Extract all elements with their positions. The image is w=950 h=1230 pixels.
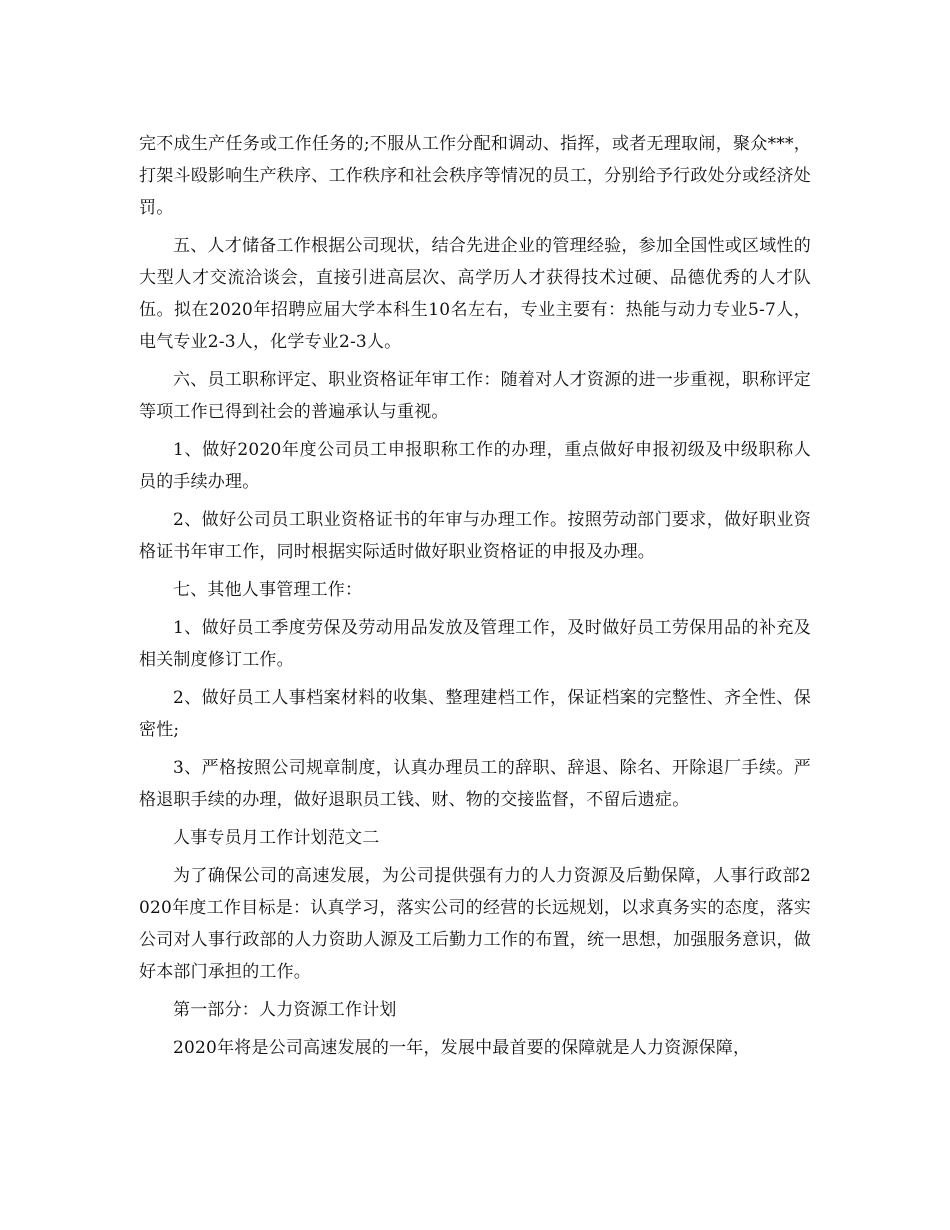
- paragraph-item-labor-protection: 1、做好员工季度劳保及劳动用品发放及管理工作，及时做好员工劳保用品的补充及相关制度修订工作。: [139, 618, 811, 670]
- paragraph-continuation: 完不成生产任务或工作任务的;不服从工作分配和调动、指挥，或者无理取闹，聚众***，打架斗殴影响生产秩序、工作秩序和社会秩序等情况的员工，分别给予行政处分或经济处罚。: [139, 134, 811, 218]
- document-page: [139, 128, 811, 1070]
- section-heading-part-one: 第一部分：人力资源工作计划: [173, 1000, 397, 1020]
- paragraph-item-resignation: 3、严格按照公司规章制度，认真办理员工的辞职、辞退、除名、开除退厂手续。严格退职手续的办理，做好退职员工钱、财、物的交接监督，不留后遗症。: [139, 758, 811, 810]
- section-heading-other-hr: 七、其他人事管理工作：: [173, 580, 363, 600]
- paragraph-development-intro: 2020年将是公司高速发展的一年，发展中最首要的保障就是人力资源保障，: [173, 1038, 751, 1058]
- paragraph-annual-goal: 为了确保公司的高速发展，为公司提供强有力的人力资源及后勤保障，人事行政部2020年度工作目标是：认真学习，落实公司的经营的长远规划，以求真务实的态度，落实公司对人事行政部的人力资助人源及工后勤力工作的布置，统一思想，加强服务意识，做好本部门承担的工作。: [139, 866, 811, 982]
- sample-title: 人事专员月工作计划范文二: [173, 828, 380, 848]
- paragraph-item-title-application: 1、做好2020年度公司员工申报职称工作的办理，重点做好申报初级及中级职称人员的手续办理。: [139, 440, 811, 492]
- paragraph-title-evaluation: 六、员工职称评定、职业资格证年审工作：随着对人才资源的进一步重视，职称评定等项工作已得到社会的普遍承认与重视。: [139, 370, 811, 422]
- paragraph-item-personnel-files: 2、做好员工人事档案材料的收集、整理建档工作，保证档案的完整性、齐全性、保密性;: [139, 688, 811, 740]
- paragraph-item-qualification-review: 2、做好公司员工职业资格证书的年审与办理工作。按照劳动部门要求，做好职业资格证书年审工作，同时根据实际适时做好职业资格证的申报及办理。: [139, 510, 811, 562]
- paragraph-talent-reserve: 五、人才储备工作根据公司现状，结合先进企业的管理经验，参加全国性或区域性的大型人才交流洽谈会，直接引进高层次、高学历人才获得技术过硬、品德优秀的人才队伍。拟在2020年招聘应届大学本科生10名左右，专业主要有：热能与动力专业5-7人，电气专业2-3人，化学专业2-3人。: [139, 236, 811, 352]
